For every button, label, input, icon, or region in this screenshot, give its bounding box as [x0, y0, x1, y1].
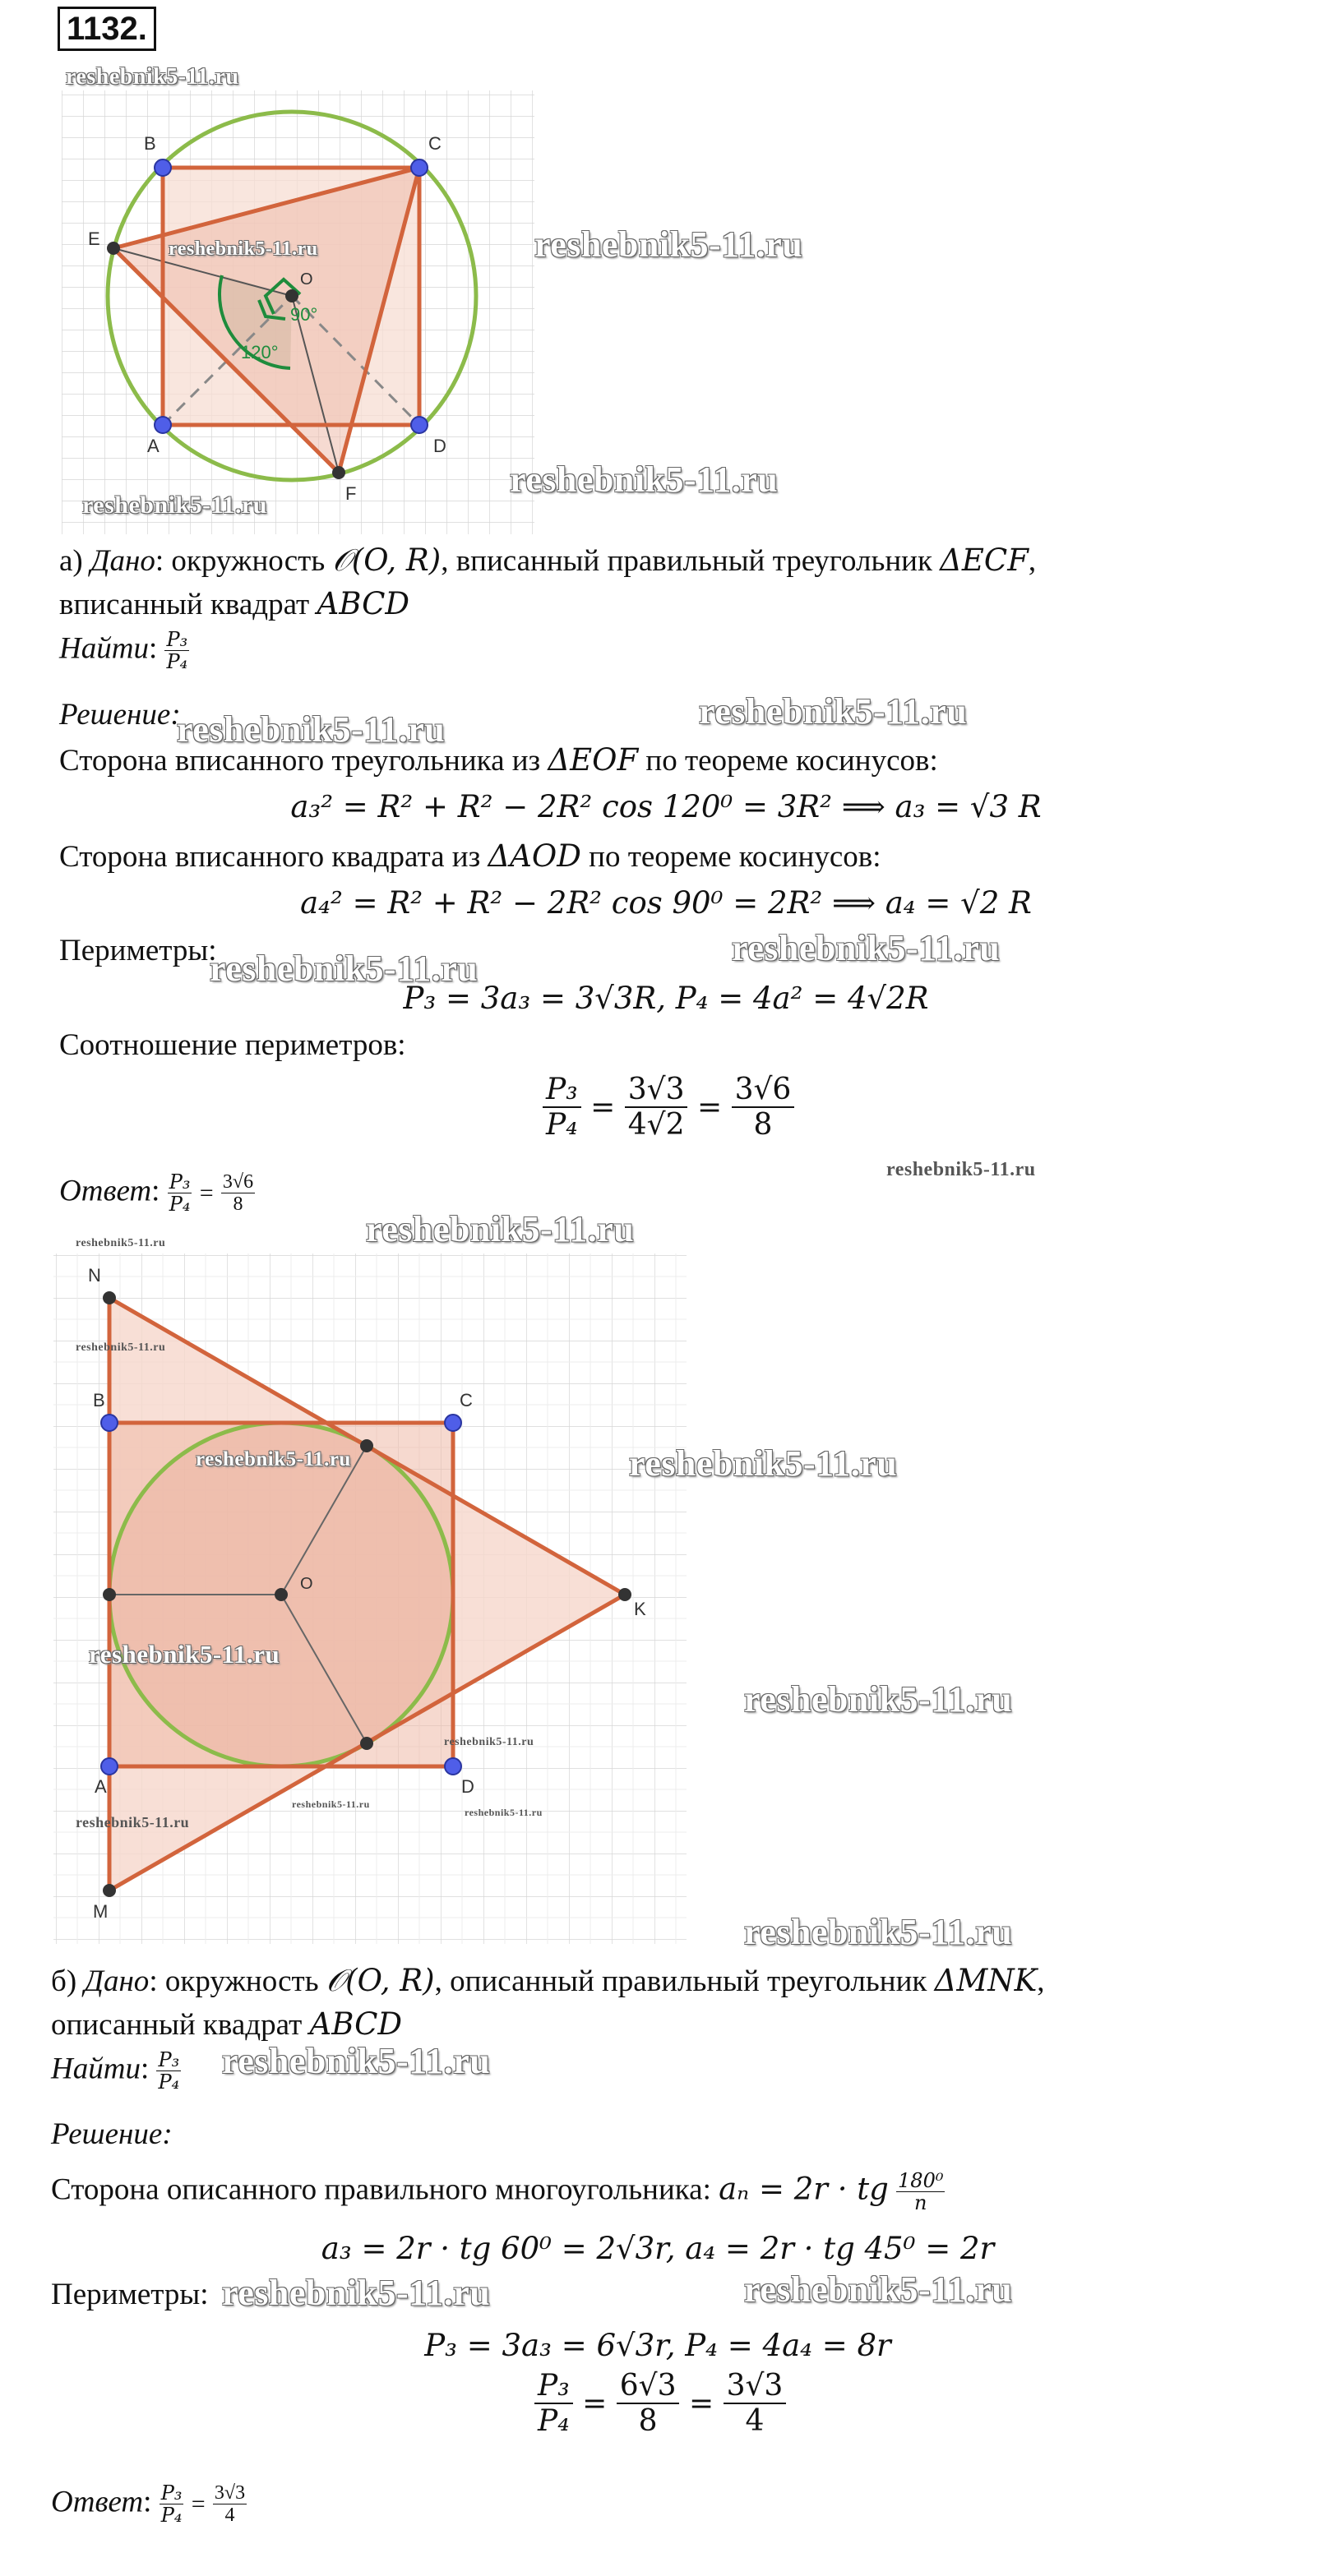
- part-b-perimeters-label: Периметры:: [51, 2278, 209, 2311]
- watermark: reshebnik5-11.ru: [510, 459, 779, 500]
- part-a-given-line1: а) Дано: окружность 𝒪(O, R), вписанный правильный треугольник ΔECF,: [59, 542, 1037, 578]
- point-tangent-bottom: [360, 1737, 373, 1750]
- part-a-sq-side: Сторона вписанного квадрата из ΔAOD по теореме косинусов:: [59, 838, 881, 874]
- point-o: [285, 289, 298, 302]
- watermark: reshebnik5-11.ru: [66, 64, 239, 90]
- label-angle-90: 90°: [290, 304, 318, 325]
- part-b-answer: Ответ: $\frac{\text{P₃}}{\text{P₄}}$ = $\frac{3√3}{4}$: [51, 2481, 246, 2528]
- problem-number-box: [58, 7, 156, 51]
- watermark: reshebnik5-11.ru: [699, 691, 968, 732]
- watermark: reshebnik5-11.ru: [169, 238, 318, 260]
- point-m: [103, 1884, 116, 1897]
- watermark: reshebnik5-11.ru: [629, 1443, 898, 1484]
- label-c: C: [460, 1390, 473, 1410]
- watermark: reshebnik5-11.ru: [886, 1159, 1036, 1180]
- point-n: [103, 1291, 116, 1304]
- label-f: F: [345, 483, 357, 504]
- watermark: reshebnik5-11.ru: [444, 1736, 534, 1748]
- label-e: E: [88, 229, 100, 249]
- watermark: reshebnik5-11.ru: [534, 224, 803, 265]
- part-b-given-line2: описанный квадрат ABCD: [51, 2006, 403, 2042]
- part-a-ratio-label: Соотношение периметров:: [59, 1028, 406, 1062]
- part-a-find: Найти: $\frac{\text{P₃}}{\text{P₄}}$: [59, 628, 188, 674]
- watermark: reshebnik5-11.ru: [222, 2273, 491, 2313]
- part-b-find: Найти: $\frac{\text{P₃}}{\text{P₄}}$: [51, 2048, 180, 2094]
- figure-2-circumscribed: [53, 1253, 687, 1944]
- part-a-answer: Ответ: $\frac{\text{P₃}}{\text{P₄}}$ = $\frac{3√6}{8}$: [59, 1170, 254, 1216]
- point-o: [275, 1588, 288, 1601]
- part-a-tri-side: Сторона вписанного треугольника из ΔEOF по теореме косинусов:: [59, 742, 938, 778]
- label-d: D: [461, 1776, 474, 1797]
- point-d: [445, 1758, 461, 1775]
- point-e: [107, 242, 120, 255]
- part-b-polygon: Сторона описанного правильного многоугольника: aₙ = 2r · tg $\frac{\text{180⁰}}{n}$: [51, 2169, 944, 2215]
- label-d: D: [433, 436, 446, 456]
- label-o: O: [300, 270, 313, 289]
- label-o: O: [300, 1575, 313, 1593]
- watermark: reshebnik5-11.ru: [744, 1679, 1013, 1720]
- point-f: [332, 466, 345, 479]
- part-b-formula1: a₃ = 2r · tg 60⁰ = 2√3r, a₄ = 2r · tg 45⁰ = 2r: [321, 2231, 995, 2266]
- part-b-ratio-formula: $\frac{\text{P₃}}{\text{P₄}}$ = $\frac{6√3}{8}$ = $\frac{3√3}{4}$: [534, 2369, 786, 2439]
- label-b: B: [144, 133, 156, 154]
- part-b-formula2: P₃ = 3a₃ = 6√3r, P₄ = 4a₄ = 8r: [424, 2328, 891, 2363]
- point-k: [618, 1588, 631, 1601]
- watermark: reshebnik5-11.ru: [76, 1237, 166, 1249]
- part-b-solution-label: Решение:: [51, 2117, 173, 2151]
- watermark: reshebnik5-11.ru: [76, 1814, 190, 1830]
- watermark: reshebnik5-11.ru: [732, 928, 1001, 968]
- watermark: reshebnik5-11.ru: [222, 2041, 491, 2081]
- point-b: [101, 1415, 118, 1431]
- watermark: reshebnik5-11.ru: [177, 709, 446, 750]
- part-a-perimeters-label: Периметры:: [59, 934, 217, 967]
- figure-1-inscribed: [62, 90, 534, 534]
- label-b: B: [93, 1390, 105, 1410]
- point-c: [445, 1415, 461, 1431]
- watermark: reshebnik5-11.ru: [210, 949, 479, 989]
- watermark: reshebnik5-11.ru: [76, 1341, 166, 1354]
- part-a-formula1: a₃² = R² + R² − 2R² cos 120⁰ = 3R² ⟹ a₃ = √3 R: [290, 789, 1042, 824]
- label-a: A: [147, 436, 160, 456]
- point-tangent-left: [103, 1588, 116, 1601]
- watermark: reshebnik5-11.ru: [292, 1798, 370, 1810]
- part-a-formula2: a₄² = R² + R² − 2R² cos 90⁰ = 2R² ⟹ a₄ = √2 R: [300, 885, 1032, 921]
- given-label: Дано: [90, 544, 155, 578]
- watermark: reshebnik5-11.ru: [82, 492, 267, 519]
- watermark: reshebnik5-11.ru: [744, 2269, 1013, 2310]
- label-c: C: [428, 133, 442, 154]
- part-b-given-line1: б) Дано: окружность 𝒪(O, R), описанный правильный треугольник ΔMNK,: [51, 1963, 1045, 1998]
- part-a-formula3: P₃ = 3a₃ = 3√3R, P₄ = 4a² = 4√2R: [403, 981, 929, 1016]
- label-m: M: [93, 1901, 109, 1922]
- part-a-ratio-formula: $\frac{\text{P₃}}{\text{P₄}}$ = $\frac{3√3}{4√2}$ = $\frac{3√6}{8}$: [543, 1073, 794, 1143]
- label-angle-120: 120°: [241, 342, 279, 362]
- watermark: reshebnik5-11.ru: [366, 1209, 635, 1249]
- point-c: [411, 159, 428, 176]
- label-n: N: [88, 1265, 101, 1286]
- watermark: reshebnik5-11.ru: [89, 1640, 280, 1669]
- label-k: K: [634, 1599, 646, 1619]
- label-a: A: [95, 1776, 107, 1797]
- point-a: [101, 1758, 118, 1775]
- part-a-solution-label: Решение:: [59, 698, 181, 732]
- point-a: [155, 417, 171, 433]
- point-tangent-top: [360, 1439, 373, 1452]
- point-d: [411, 417, 428, 433]
- watermark: reshebnik5-11.ru: [465, 1807, 543, 1818]
- problem-number: 1132.: [67, 11, 147, 47]
- find-fraction: $\frac{\text{P₃}}{\text{P₄}}$: [166, 628, 188, 674]
- watermark: reshebnik5-11.ru: [744, 1912, 1013, 1952]
- point-b: [155, 159, 171, 176]
- watermark: reshebnik5-11.ru: [196, 1448, 351, 1470]
- part-a-given-line2: вписанный квадрат ABCD: [59, 586, 410, 621]
